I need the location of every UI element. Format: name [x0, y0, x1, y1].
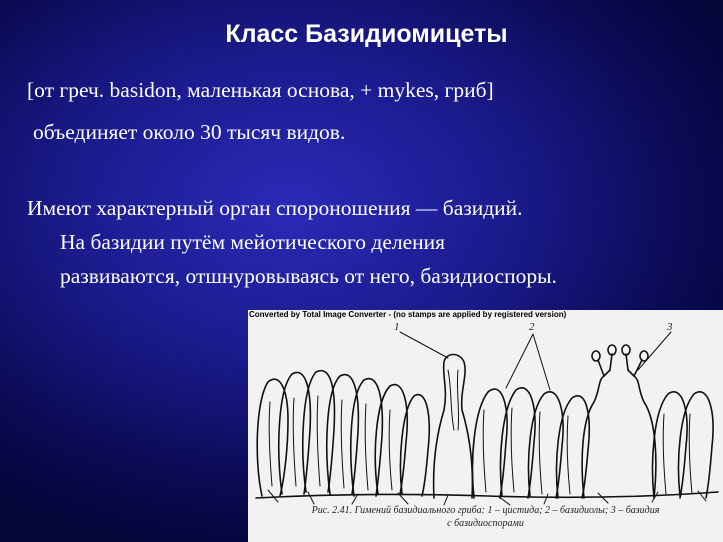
description-line-3: развиваются, отшнуровываясь от него, базидиоспоры. — [60, 264, 557, 288]
figure-caption — [248, 504, 723, 530]
watermark-text: Converted by Total Image Converter - (no stamps are applied by registered version) — [249, 310, 567, 319]
label-2: 2 — [529, 321, 535, 333]
description-line-2: На базидии путём мейотического деления — [60, 230, 446, 254]
caption-line-1: Рис. 2.41. Гимений базидиального гриба: 1 – цистида; 2 – базидиолы; 3 – базидия — [311, 505, 660, 516]
label-1: 1 — [394, 321, 400, 333]
label-3: 3 — [667, 321, 673, 333]
hymenium-figure — [248, 310, 723, 542]
description-line-1: Имеют характерный орган спороношения — базидий. — [27, 196, 523, 220]
slide-title: Класс Базидиомицеты — [225, 20, 508, 48]
caption-line-2: с базидиоспорами — [447, 518, 524, 529]
species-count-text: объединяет около 30 тысяч видов. — [33, 120, 346, 144]
etymology-text: [от греч. basidon, маленькая основа, + mykes, гриб] — [27, 78, 494, 102]
